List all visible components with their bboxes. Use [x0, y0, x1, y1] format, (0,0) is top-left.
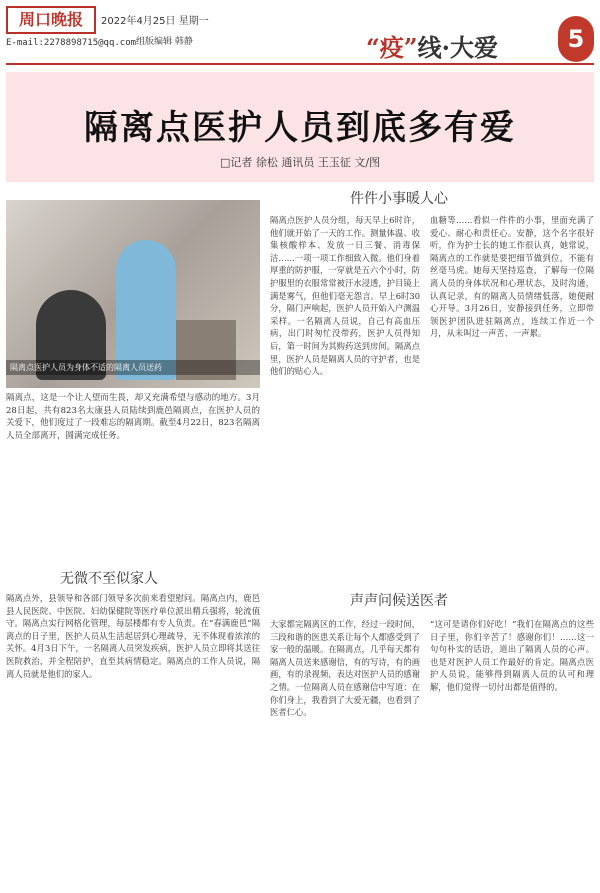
contact-email: E-mail:2278898715@qq.com — [6, 38, 137, 48]
photo-caption: 隔离点医护人员为身体不适的隔离人员送药 — [6, 360, 260, 375]
masthead — [6, 6, 594, 66]
section-title — [366, 28, 498, 63]
newspaper-logo: 周口晚报 — [6, 6, 96, 34]
section-title-suffix: 线·大爱 — [417, 33, 498, 62]
section-title-prefix: “疫” — [366, 33, 418, 62]
article-intro: 隔离点，这是一个让人望而生畏，却又充满希望与感动的地方。3月28日起，共有823名太康县人员陆续到鹿邑隔离点，在医护人员的关爱下，他们度过了一段难忘的隔离期。截至4月22日，823名隔离人员全部离开，圆满完成任务。 — [6, 393, 260, 441]
headline-banner — [6, 72, 594, 182]
article-headline: 隔离点医护人员到底多有爱 — [84, 108, 516, 148]
text-column-e: “这可是请你们好吃！”我们在隔离点的这些日子里，你们辛苦了！感谢你们！……这一句句朴实的话语，道出了隔离人员的心声。也是对医护人员工作最好的肯定。隔离点医护人员说，能够得到隔离人员的认可和理解，他们觉得一切付出都是值得的。 — [430, 619, 594, 692]
text-column-c: 隔离点外，县领导和各部门领导多次前来看望慰问。隔离点内，鹿邑县人民医院、中医院、妇幼保健院等医疗单位派出精兵强将，轮流值守。隔离点实行网格化管理，每层楼都有专人负责。在“春满鹿邑”隔离点的日子里，医护人员从生活起居到心理疏导，无不体现着浓浓的关怀。4月3日下午，一名隔离人员突发疾病，医护人员立即将其送往医院救治，并全程陪护，直至其病情稳定。隔离点的工作人员说，隔离人员就是他们的家人。 — [6, 593, 260, 679]
masthead-divider — [6, 63, 594, 65]
text-column-a: 隔离点医护人员分组，每天早上6时许，他们就开始了一天的工作。测量体温、收集核酸样本、发放一日三餐、消毒保洁……一项一项工作细致入微。他们身着厚重的防护服，一穿就是五六个小时，防护服里的衣服常常被汗水浸透，护目镜上满是雾气，但他们毫无怨言。早上6时30分，隔门声响起，医护人员开始入户测温采样。一名隔离人员说，自己有高血压病，出门时匆忙没带药，医护人员得知后，第一时间为其购药送到房间。隔离点里，医护人员是隔离人员的守护者，也是他们的贴心人。 — [270, 215, 420, 377]
text-column-b: 血糖等……看似一件件的小事，里面充满了爱心、耐心和责任心。安静，这个名字很好听，作为护士长的她工作很认真，她常说，隔离点的工作就是要把细节做到位，不能有丝毫马虎。她每天坚持巡查，了解每一位隔离人员的身体状况和心理状态，及时沟通，认真记录，有的隔离人员情绪低落，她便耐心开导。3月26日，安静接到任务，立即带领医护团队进驻隔离点，连续工作近一个月，从未叫过一声苦、一声累。 — [430, 215, 594, 339]
subhead-1: 件件小事暖人心 — [350, 191, 448, 207]
article-byline: □记者 徐松 通讯员 王玉征 文/图 — [219, 156, 381, 169]
subhead-3: 声声问候送医者 — [350, 593, 448, 609]
text-column-d: 大家都完隔离区的工作，经过一段时间，三段和谐的医患关系让每个人都感受到了家一般的温暖。在隔离点，几乎每天都有隔离人员送来感谢信，有的写诗，有的画画，有的录视频，表达对医护人员的感谢之情。一位隔离人员在感谢信中写道：在你们身上，我看到了大爱无疆，也看到了医者仁心。 — [270, 619, 420, 718]
photo-medic-figure — [116, 240, 176, 380]
editor-credit: 组版编辑 韩静 — [136, 37, 193, 47]
page-number-badge: 5 — [558, 16, 594, 62]
publication-date: 2022年4月25日 星期一 — [101, 16, 209, 27]
subhead-2: 无微不至似家人 — [60, 571, 158, 587]
